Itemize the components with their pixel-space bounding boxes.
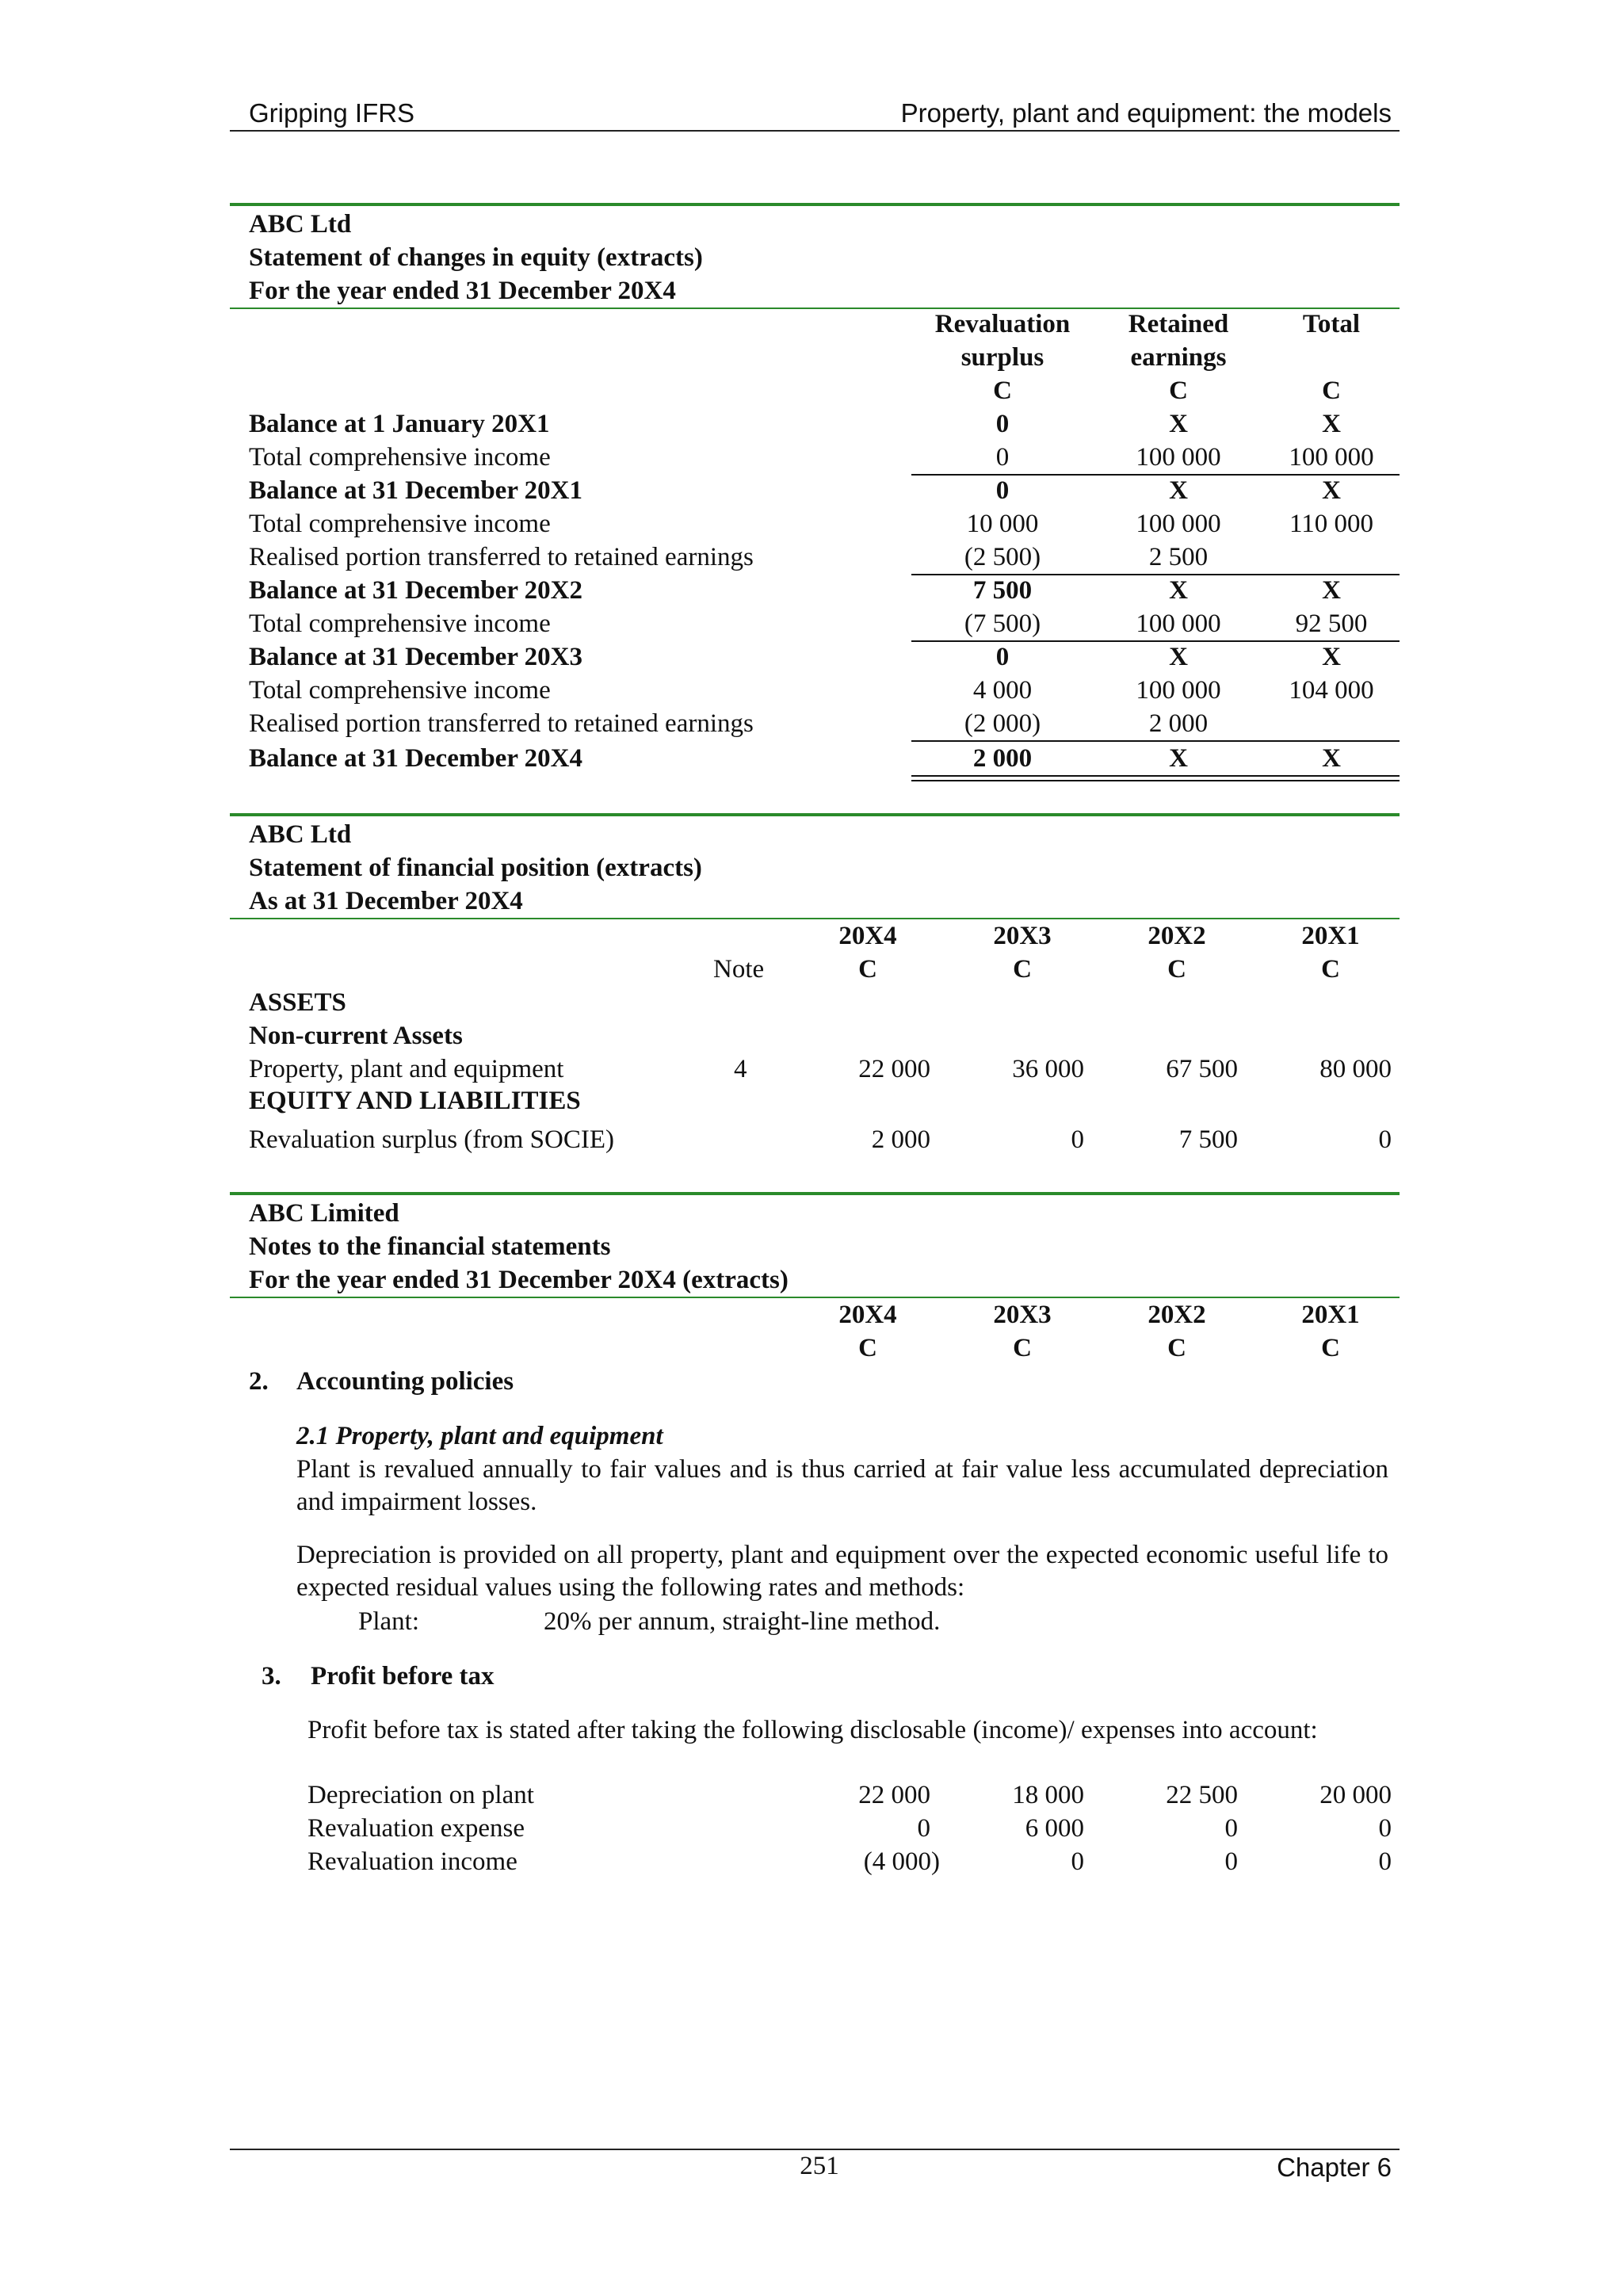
socie-col-total-1: Total	[1302, 310, 1361, 338]
notes-top-rule	[230, 1192, 1400, 1195]
sofp-year-20x2: 20X2	[1148, 922, 1206, 950]
socie-row-label: Total comprehensive income	[249, 510, 551, 538]
sofp-year-20x1: 20X1	[1301, 922, 1360, 950]
socie-row-reval: 0	[995, 443, 1010, 472]
socie-row-reval: 2 000	[972, 744, 1033, 773]
sofp-assets-heading: ASSETS	[249, 988, 346, 1017]
socie-title-3: For the year ended 31 December 20X4	[249, 277, 676, 305]
header-left: Gripping IFRS	[249, 98, 415, 128]
sofp-revsurplus-20x3: 0	[1071, 1125, 1084, 1154]
note2-heading: Accounting policies	[296, 1367, 514, 1396]
note2-subheading: 2.1 Property, plant and equipment	[296, 1422, 663, 1450]
note3-intro: Profit before tax is stated after taking the following disclosable (income)/ expenses into account:	[307, 1716, 1318, 1744]
sofp-ppe-20x4: 22 000	[858, 1055, 930, 1083]
socie-row-total: 110 000	[1289, 510, 1374, 538]
sofp-unit: C	[858, 955, 877, 984]
note3-row-20x2: 0	[1224, 1847, 1238, 1876]
sofp-revsurplus-20x2: 7 500	[1178, 1125, 1238, 1154]
sofp-title-2: Statement of financial position (extracts)	[249, 854, 702, 882]
socie-top-rule	[230, 203, 1400, 206]
sofp-note-header: Note	[713, 955, 765, 984]
footer-chapter: Chapter 6	[1277, 2153, 1392, 2182]
header-right: Property, plant and equipment: the models	[900, 98, 1392, 128]
sofp-title-3: As at 31 December 20X4	[249, 887, 523, 915]
sofp-title-rule	[230, 918, 1400, 919]
sofp-revsurplus-20x1: 0	[1378, 1125, 1392, 1154]
socie-row-label: Realised portion transferred to retained earnings	[249, 543, 754, 571]
socie-row-total: 104 000	[1289, 676, 1374, 705]
note3-row-20x2: 22 500	[1166, 1781, 1238, 1809]
notes-title-3: For the year ended 31 December 20X4 (extracts)	[249, 1266, 789, 1294]
note2-rate-value: 20% per annum, straight-line method.	[544, 1607, 941, 1636]
note3-row-20x4: 0	[917, 1814, 930, 1843]
sofp-equity-heading: EQUITY AND LIABILITIES	[249, 1087, 581, 1115]
notes-title-rule	[230, 1297, 1400, 1298]
sofp-ppe-note: 4	[734, 1055, 747, 1083]
socie-col-retained-2: earnings	[1130, 343, 1227, 372]
socie-row-total: X	[1322, 643, 1341, 671]
socie-col-reval-2: surplus	[960, 343, 1044, 372]
socie-row-label: Total comprehensive income	[249, 443, 551, 472]
notes-year-20x1: 20X1	[1301, 1301, 1360, 1329]
header-rule	[230, 130, 1400, 132]
socie-col-retained-unit: C	[1169, 376, 1188, 405]
note3-row-20x2: 0	[1224, 1814, 1238, 1843]
socie-row-total: 100 000	[1289, 443, 1374, 472]
socie-row-retained: X	[1169, 576, 1188, 605]
sofp-revsurplus-label: Revaluation surplus (from SOCIE)	[249, 1125, 615, 1154]
sofp-unit: C	[1321, 955, 1340, 984]
socie-row-label: Total comprehensive income	[249, 609, 551, 638]
sofp-noncurrent-heading: Non-current Assets	[249, 1022, 463, 1050]
socie-row-total: 92 500	[1295, 609, 1368, 638]
sofp-unit: C	[1013, 955, 1032, 984]
sofp-year-20x3: 20X3	[993, 922, 1052, 950]
note3-row-20x1: 0	[1378, 1814, 1392, 1843]
note3-row-20x3: 0	[1071, 1847, 1084, 1876]
socie-col-retained-1: Retained	[1128, 310, 1229, 338]
sofp-ppe-20x1: 80 000	[1319, 1055, 1392, 1083]
socie-row-retained: 100 000	[1136, 443, 1221, 472]
socie-row-retained: 100 000	[1136, 510, 1221, 538]
socie-row-retained: 100 000	[1136, 609, 1221, 638]
socie-row-reval: 0	[995, 643, 1010, 671]
socie-row-label: Realised portion transferred to retained earnings	[249, 709, 754, 738]
socie-row-reval: (2 000)	[964, 709, 1041, 738]
socie-row-label: Balance at 1 January 20X1	[249, 410, 550, 438]
socie-col-reval-unit: C	[993, 376, 1012, 405]
socie-title-1: ABC Ltd	[249, 210, 352, 239]
socie-row-label: Total comprehensive income	[249, 676, 551, 705]
notes-unit: C	[858, 1334, 877, 1362]
note3-row-label: Revaluation income	[307, 1847, 517, 1876]
notes-unit: C	[1013, 1334, 1032, 1362]
socie-subtotal-rule	[911, 740, 1400, 742]
page-number: 251	[800, 2152, 839, 2180]
socie-title-2: Statement of changes in equity (extracts)	[249, 243, 703, 272]
sofp-ppe-label: Property, plant and equipment	[249, 1055, 564, 1083]
socie-row-reval: 10 000	[966, 510, 1039, 538]
sofp-unit: C	[1167, 955, 1186, 984]
socie-total-double-rule	[911, 775, 1400, 781]
notes-year-20x2: 20X2	[1148, 1301, 1206, 1329]
socie-row-reval: 0	[995, 476, 1010, 505]
socie-row-label: Balance at 31 December 20X2	[249, 576, 582, 605]
socie-row-retained: 2 500	[1148, 543, 1209, 571]
note2-para2: Depreciation is provided on all property, plant and equipment over the expected economic useful life to expected residual values using the following rates and methods:	[296, 1541, 1388, 1602]
socie-row-retained: 2 000	[1148, 709, 1209, 738]
notes-year-20x3: 20X3	[993, 1301, 1052, 1329]
notes-title-2: Notes to the financial statements	[249, 1232, 611, 1261]
socie-col-reval-1: Revaluation	[934, 310, 1071, 338]
socie-row-label: Balance at 31 December 20X4	[249, 744, 582, 773]
socie-row-retained: X	[1169, 643, 1188, 671]
socie-row-label: Balance at 31 December 20X1	[249, 476, 582, 505]
note3-row-20x3: 6 000	[1025, 1814, 1084, 1843]
socie-row-reval: 7 500	[972, 576, 1033, 605]
notes-year-20x4: 20X4	[838, 1301, 897, 1329]
note3-row-label: Depreciation on plant	[307, 1781, 534, 1809]
socie-row-retained: X	[1169, 410, 1188, 438]
note3-row-label: Revaluation expense	[307, 1814, 525, 1843]
sofp-revsurplus-20x4: 2 000	[871, 1125, 930, 1154]
note3-number: 3.	[262, 1662, 281, 1690]
notes-unit: C	[1167, 1334, 1186, 1362]
socie-row-total: X	[1322, 410, 1341, 438]
note2-number: 2.	[249, 1367, 269, 1396]
note3-row-20x1: 0	[1378, 1847, 1392, 1876]
socie-row-retained: X	[1169, 744, 1188, 773]
socie-row-total: X	[1322, 744, 1341, 773]
note3-row-20x3: 18 000	[1012, 1781, 1084, 1809]
socie-row-retained: 100 000	[1136, 676, 1221, 705]
notes-title-1: ABC Limited	[249, 1199, 399, 1228]
socie-row-label: Balance at 31 December 20X3	[249, 643, 582, 671]
sofp-year-20x4: 20X4	[838, 922, 897, 950]
sofp-ppe-20x3: 36 000	[1012, 1055, 1084, 1083]
socie-row-total: X	[1322, 576, 1341, 605]
socie-row-reval: (2 500)	[964, 543, 1041, 571]
note2-rate-label: Plant:	[358, 1607, 420, 1636]
socie-row-reval: 0	[995, 410, 1010, 438]
sofp-top-rule	[230, 813, 1400, 816]
socie-row-total: X	[1322, 476, 1341, 505]
note3-row-20x4: 22 000	[858, 1781, 930, 1809]
sofp-ppe-20x2: 67 500	[1166, 1055, 1238, 1083]
socie-row-reval: 4 000	[972, 676, 1033, 705]
note3-row-20x1: 20 000	[1319, 1781, 1392, 1809]
socie-row-reval: (7 500)	[964, 609, 1041, 638]
note3-row-20x4: (4 000)	[863, 1847, 940, 1876]
note3-heading: Profit before tax	[311, 1662, 495, 1690]
notes-unit: C	[1321, 1334, 1340, 1362]
socie-col-total-unit: C	[1322, 376, 1341, 405]
socie-row-retained: X	[1169, 476, 1188, 505]
sofp-title-1: ABC Ltd	[249, 820, 352, 849]
note2-para1: Plant is revalued annually to fair values and is thus carried at fair value less accumulated depreciation and impairment losses.	[296, 1455, 1388, 1516]
